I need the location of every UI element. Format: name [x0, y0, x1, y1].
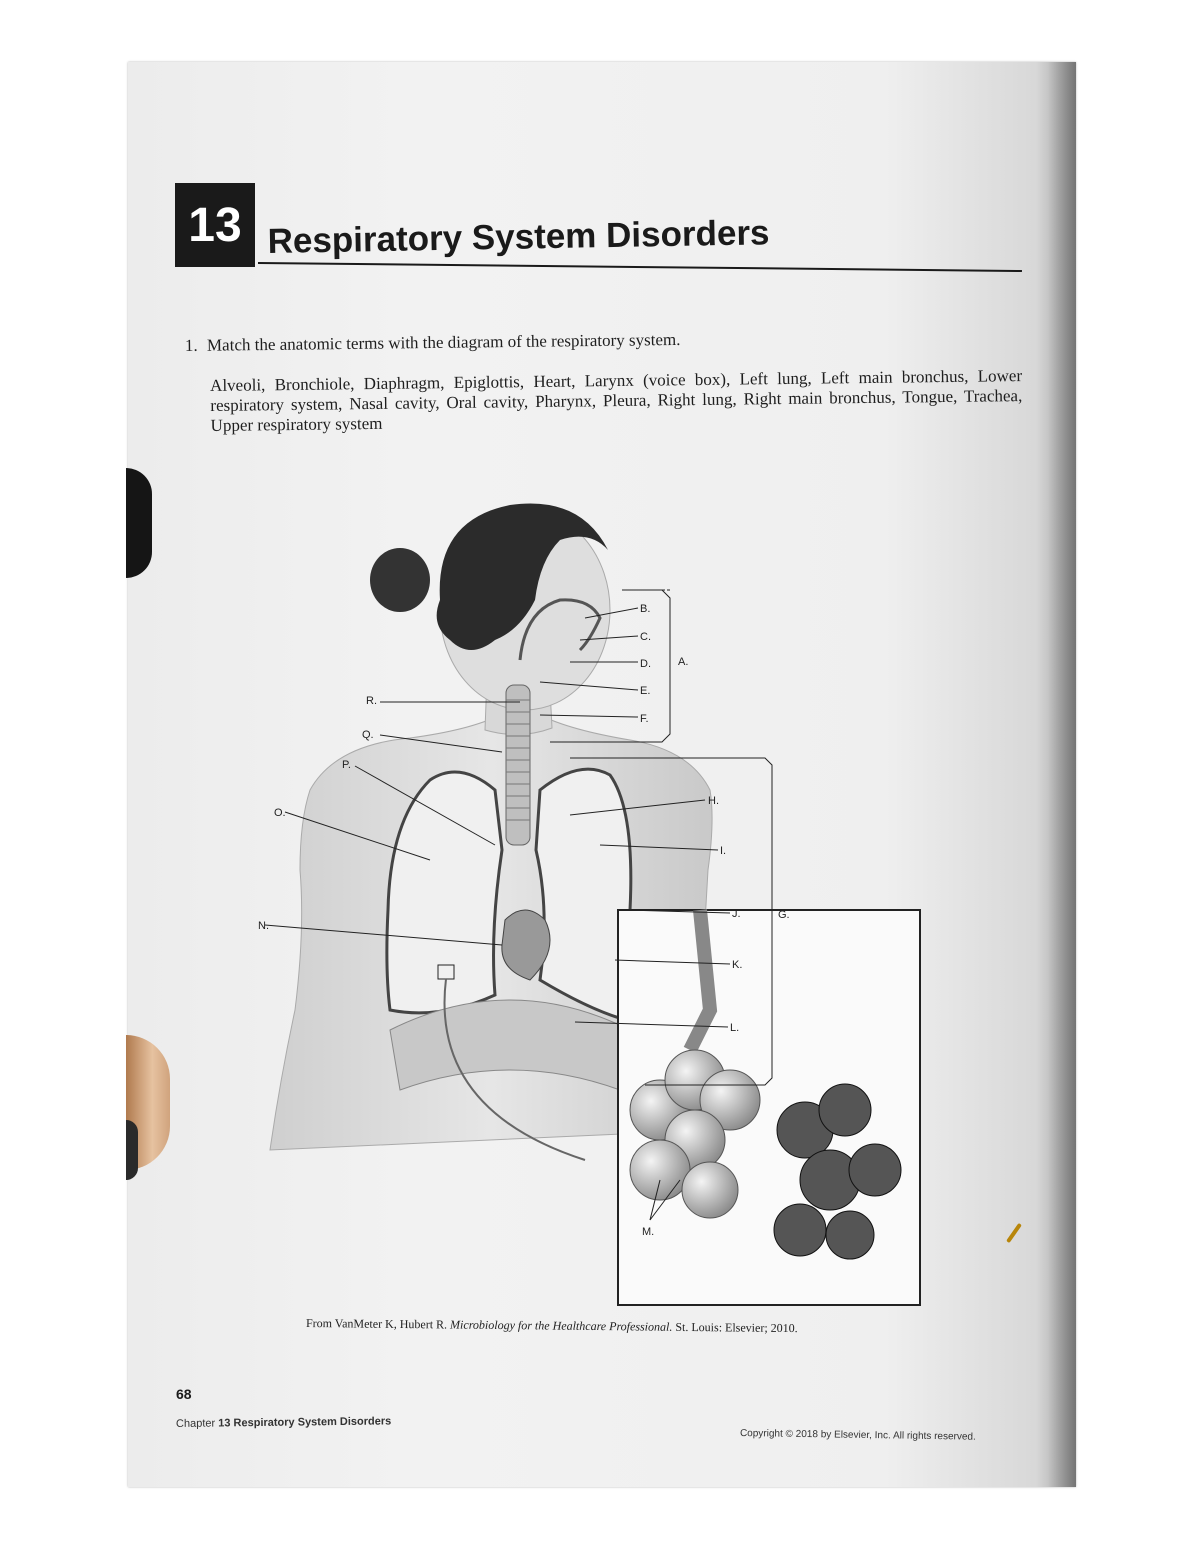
page-edge-shadow: [1036, 62, 1076, 1487]
label-e: E.: [640, 685, 651, 697]
label-d: D.: [640, 658, 651, 670]
label-f: F.: [640, 713, 649, 725]
label-j: J.: [732, 908, 741, 920]
respiratory-diagram: [240, 490, 940, 1310]
chapter-number-box: 13: [175, 183, 255, 267]
footer-chapter-prefix: Chapter: [175, 1417, 216, 1430]
label-n: N.: [258, 920, 269, 932]
label-o: O.: [274, 807, 286, 819]
left-lung-shape: [536, 769, 631, 1020]
label-r: R.: [366, 695, 377, 707]
thumb-left-lower-shadow: [126, 1120, 138, 1180]
chapter-title: Respiratory System Disorders: [267, 213, 770, 262]
footer-chapter-title: Respiratory System Disorders: [233, 1415, 392, 1430]
citation-suffix: St. Louis: Elsevier; 2010.: [672, 1319, 798, 1336]
label-a: A.: [678, 656, 689, 668]
citation-book: Microbiology for the Healthcare Professional.: [450, 1317, 673, 1334]
citation-prefix: From VanMeter K, Hubert R.: [305, 1316, 451, 1332]
label-k: K.: [732, 959, 743, 971]
label-l: L.: [730, 1022, 740, 1034]
hair-bun: [370, 548, 430, 612]
page-number: 68: [176, 1386, 192, 1402]
footer-chapter-number: 13: [218, 1417, 231, 1430]
label-h: H.: [708, 795, 719, 807]
copyright: Copyright © 2018 by Elsevier, Inc. All rights reserved.: [739, 1428, 976, 1443]
question-text: Match the anatomic terms with the diagram of the respiratory system.: [206, 329, 681, 355]
label-c: C.: [640, 631, 651, 643]
terms-list: Alveoli, Bronchiole, Diaphragm, Epiglottis, Heart, Larynx (voice box), Left lung, Left main bronchus, Lower respiratory system, Nasal cavity, Oral cavity, Pharynx, Pleura, Right lung, Right main bronchus, Tongue, Trachea, Upper respiratory system: [210, 366, 1023, 435]
label-i: I.: [720, 845, 727, 857]
trachea-shape: [506, 685, 530, 845]
question-number: 1.: [184, 335, 198, 355]
label-b: B.: [640, 603, 651, 615]
label-m: M.: [642, 1226, 655, 1238]
label-g: G.: [778, 909, 790, 921]
label-q: Q.: [362, 729, 374, 741]
label-p: P.: [342, 759, 351, 771]
thumb-left-top: [126, 468, 152, 578]
